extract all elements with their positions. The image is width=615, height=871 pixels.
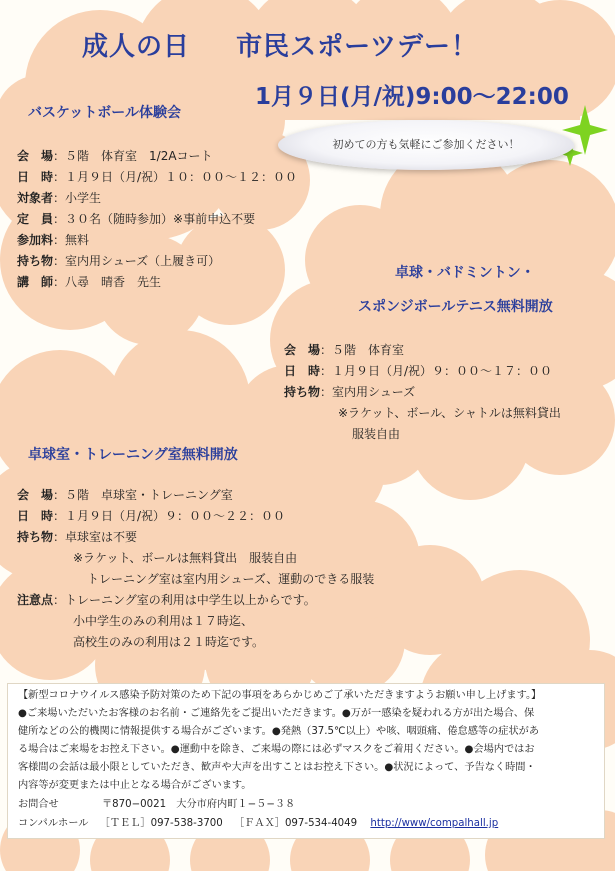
detail-row	[17, 209, 297, 230]
training-note: トレーニング室は室内用シューズ、運動のできる服装	[87, 572, 375, 586]
training-title: 卓球室・トレーニング室無料開放	[28, 447, 238, 463]
detail-row	[17, 167, 297, 188]
row-value: ：１月９日（月/祝）１０：００〜１２：００	[53, 170, 298, 184]
badminton-title-line1: 卓球・バドミントン・	[395, 265, 535, 281]
page-title	[82, 26, 478, 63]
caution-row	[17, 590, 374, 611]
detail-row	[284, 382, 561, 403]
detail-row	[17, 485, 374, 506]
detail-row	[17, 251, 297, 272]
detail-row	[17, 527, 374, 548]
detail-row	[17, 188, 297, 209]
tel-number: ［ＴＥＬ］097-538-3700	[99, 818, 223, 829]
row-label: 参加料	[17, 233, 54, 247]
basketball-title: バスケットボール体験会	[28, 105, 182, 121]
row-label: 持ち物	[17, 530, 54, 544]
notice-line: 【新型コロナウイルス感染予防対策のため下記の事項をあらかじめご了承いただきますようお願い申し上げます。】	[18, 690, 542, 701]
badminton-note: 服装自由	[352, 427, 401, 441]
notice-line: 客様間の会話は最小限としていただき、歓声や大声を出すことはお控え下さい。●状況によって、予告なく時間・	[18, 762, 536, 773]
row-label: 講 師	[17, 275, 54, 289]
row-label: 持ち物	[17, 254, 54, 268]
badminton-title-line2: スポンジボールテニス無料開放	[358, 299, 553, 315]
caution-text: 高校生のみの利用は２１時迄です。	[73, 635, 265, 649]
row-value: ：室内用シューズ（上履き可）	[53, 254, 221, 268]
contact-details	[18, 815, 498, 833]
caution-text: 小中学生のみの利用は１７時迄、	[73, 614, 254, 628]
event-datetime: 1月９日(月/祝)9:00〜22:00	[255, 84, 569, 110]
website-link[interactable]: http://www/compalhall.jp	[370, 818, 499, 829]
row-value: ：５階 体育室 1/2Aコート	[53, 149, 213, 163]
covid-notice-box	[7, 683, 605, 839]
training-details	[17, 485, 374, 653]
detail-row	[17, 506, 374, 527]
fax-number: ［ＦＡＸ］097-534-4049	[234, 818, 358, 829]
row-label: 日 時	[284, 364, 321, 378]
notice-line: 内容等が変更または中止となる場合がございます。	[18, 780, 252, 791]
row-value: ：室内用シューズ	[320, 385, 416, 399]
row-value: ：無料	[53, 233, 90, 247]
detail-row	[17, 272, 297, 293]
row-label: 会 場	[17, 488, 54, 502]
title-holiday: 成人の日	[82, 32, 191, 62]
badminton-details	[284, 340, 561, 445]
notice-line: 健所などの公的機関に情報提供する場合がございます。●発熱（37.5℃以上）や咳、咽頭痛、倦怠感等の症状があ	[18, 726, 540, 737]
row-value: ：３０名（随時参加）※事前申込不要	[53, 212, 256, 226]
detail-row	[284, 361, 561, 382]
row-value: ：５階 体育室	[320, 343, 405, 357]
invitation-text: 初めての方も気軽にご参加ください！	[332, 138, 520, 151]
row-label: 定 員	[17, 212, 54, 226]
caution-label: 注意点	[17, 593, 54, 607]
row-value: ：小学生	[53, 191, 102, 205]
training-note: ※ラケット、ボールは無料貸出 服装自由	[73, 551, 298, 565]
contact-label: お問合せ	[18, 799, 59, 810]
row-label: 対象者	[17, 191, 54, 205]
row-value: ：１月９日（月/祝）９：００〜１７：００	[320, 364, 553, 378]
row-label: 日 時	[17, 170, 54, 184]
row-value: ：八尋 晴香 先生	[53, 275, 162, 289]
title-sports-day: 市民スポーツデー！	[236, 32, 479, 62]
notice-line: る場合はご来場をお控え下さい。●運動中を除き、ご来場の際には必ずマスクをご着用ください。●会場内ではお	[18, 744, 535, 755]
caution-text: ：トレーニング室の利用は中学生以上からです。	[53, 593, 316, 607]
notice-line: ●ご来場いただいたお客様のお名前・ご連絡先をご提出いただきます。●万が一感染を疑われる方が出た場合、保	[18, 708, 535, 719]
row-label: 持ち物	[284, 385, 321, 399]
detail-row	[284, 340, 561, 361]
row-label: 日 時	[17, 509, 54, 523]
row-value: ：１月９日（月/祝）９：００〜２２：００	[53, 509, 286, 523]
badminton-note: ※ラケット、ボール、シャトルは無料貸出	[338, 406, 561, 420]
row-value: ：卓球室は不要	[53, 530, 138, 544]
basketball-details	[17, 146, 297, 293]
detail-row	[17, 230, 297, 251]
hall-name: コンパルホール	[18, 818, 89, 829]
row-label: 会 場	[17, 149, 54, 163]
detail-row	[17, 146, 297, 167]
contact-row	[18, 796, 295, 814]
row-label: 会 場	[284, 343, 321, 357]
postal-address: 〒870−0021 大分市府内町１−５−３８	[102, 799, 296, 810]
row-value: ：５階 卓球室・トレーニング室	[53, 488, 233, 502]
